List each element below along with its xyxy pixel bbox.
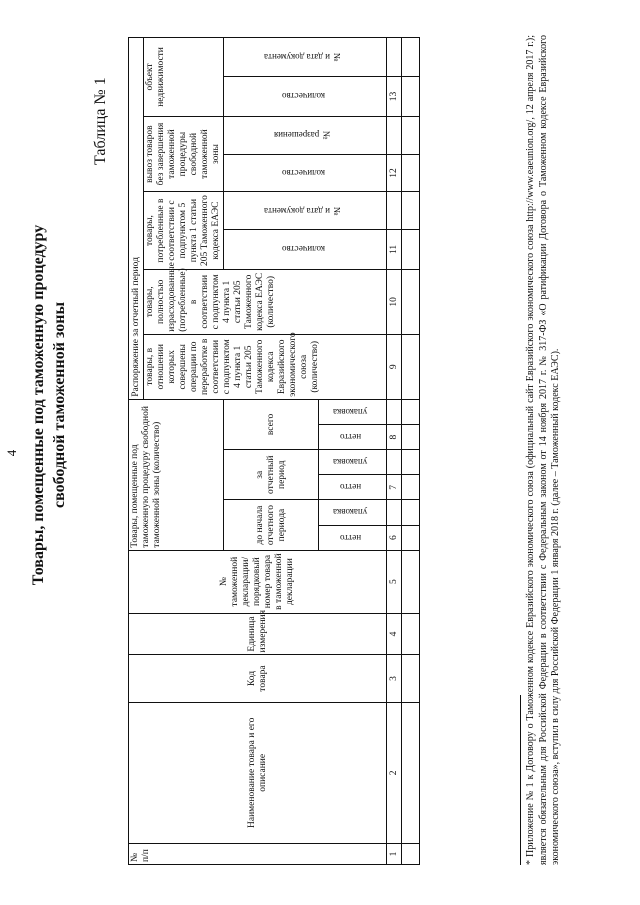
col-number <box>387 38 402 77</box>
column-number-row <box>387 38 402 865</box>
header-c11-doc: № и дата документа <box>224 192 387 230</box>
cell <box>402 550 420 613</box>
col-number: 10 <box>387 269 402 334</box>
header-unit: Единица измерения <box>129 613 387 655</box>
col-number: 3 <box>387 655 402 702</box>
header-c11: товары, потребленные в соответствии с подпунктом 5 пункта 1 статьи 205 Таможенного кодекса ЕАЭС <box>144 192 224 270</box>
table-row <box>402 38 420 865</box>
header-net: нетто <box>319 525 387 550</box>
header-c11-qty: количество <box>224 230 387 270</box>
col-number: 13 <box>387 77 402 117</box>
col-number: 4 <box>387 613 402 655</box>
cell <box>402 192 420 230</box>
col-number: 6 <box>387 525 402 550</box>
header-code: Код товара <box>129 655 387 702</box>
header-pack: упаковка <box>319 500 387 525</box>
header-name: Наименование товара и его описание <box>129 702 387 843</box>
cell <box>402 77 420 117</box>
cell <box>402 613 420 655</box>
footnote: * Приложение № 1 к Договору о Таможенном кодексе Евразийского экономического союза (официальный сайт Евразийского экономического союза http://www.eaeunion.org/, 12 апреля 2017 г.); является обязательным для Российской Федерации в соответствии с Федеральным законом от 14 ноября 2017 г. № 317-ФЗ «О ратификации Договора о Таможенном кодексе Евразийского экономического союза», вступил в силу для Российской Федерации 1 января 2018 г. (далее – Таможенный кодекс ЕАЭС). <box>525 35 561 865</box>
col-number <box>387 192 402 230</box>
cell <box>402 702 420 843</box>
cell <box>402 334 420 399</box>
header-total: всего <box>224 399 319 449</box>
cell <box>402 38 420 77</box>
title-line-1: Товары, помещенные под таможенную процедуру <box>30 224 47 586</box>
col-number <box>387 399 402 424</box>
page-title <box>28 0 70 865</box>
header-for-period: за отчетный период <box>224 450 319 500</box>
header-pack: упаковка <box>319 450 387 475</box>
header-num: № п/п <box>129 844 387 865</box>
col-number: 11 <box>387 230 402 270</box>
header-c9: товары, в отношении которых совершены операции по переработке в соответствии с подпунктом 4 пункта 1 статьи 205 Таможенного кодекса Евразийского экономического союза (количество) <box>144 334 387 399</box>
cell <box>402 154 420 192</box>
cell <box>402 450 420 475</box>
cell <box>402 424 420 449</box>
title-line-2: свободной таможенной зоны <box>51 301 68 509</box>
header-net: нетто <box>319 475 387 500</box>
col-number: 7 <box>387 475 402 500</box>
col-number: 5 <box>387 550 402 613</box>
col-number: 2 <box>387 702 402 843</box>
cell <box>402 230 420 270</box>
header-since-start: до начала отчетного периода <box>224 500 319 550</box>
header-declaration: № таможенной декларации/ порядковый номер товара в таможенной декларации <box>129 550 387 613</box>
page-number: 4 <box>4 449 19 457</box>
header-c13-doc: № и дата документа <box>224 38 387 77</box>
header-c13: объект недвижимости <box>144 38 224 117</box>
col-number <box>387 116 402 154</box>
header-c12-permit: № разрешения <box>224 116 387 154</box>
col-number: 8 <box>387 424 402 449</box>
col-number <box>387 500 402 525</box>
cell <box>402 500 420 525</box>
col-number <box>387 450 402 475</box>
cell <box>402 269 420 334</box>
cell <box>402 525 420 550</box>
col-number: 1 <box>387 844 402 865</box>
header-net: нетто <box>319 424 387 449</box>
header-pack: упаковка <box>319 399 387 424</box>
cell <box>402 116 420 154</box>
cell <box>402 399 420 424</box>
header-group-placed: Товары, помещенные под таможенную процедуру свободной таможенной зоны (количество) <box>129 399 224 550</box>
header-group-disposal: Распоряжение за отчетный период <box>129 38 144 400</box>
header-c12: вывоз товаров без завершения таможенной процедуры свободной таможенной зоны <box>144 116 224 191</box>
col-number: 12 <box>387 154 402 192</box>
col-number: 9 <box>387 334 402 399</box>
report-table <box>128 37 420 865</box>
cell <box>402 844 420 865</box>
table-label: Таблица № 1 <box>92 77 109 165</box>
header-c13-qty: количество <box>224 77 387 117</box>
footnote-divider <box>520 695 521 865</box>
header-c10: товары, полностью израсходованные (потребленные) в соответствии с подпунктом 4 пункта 1 статьи 205 Таможенного кодекса ЕАЭС (количество) <box>144 269 387 334</box>
cell <box>402 475 420 500</box>
cell <box>402 655 420 702</box>
header-c12-qty: количество <box>224 154 387 192</box>
